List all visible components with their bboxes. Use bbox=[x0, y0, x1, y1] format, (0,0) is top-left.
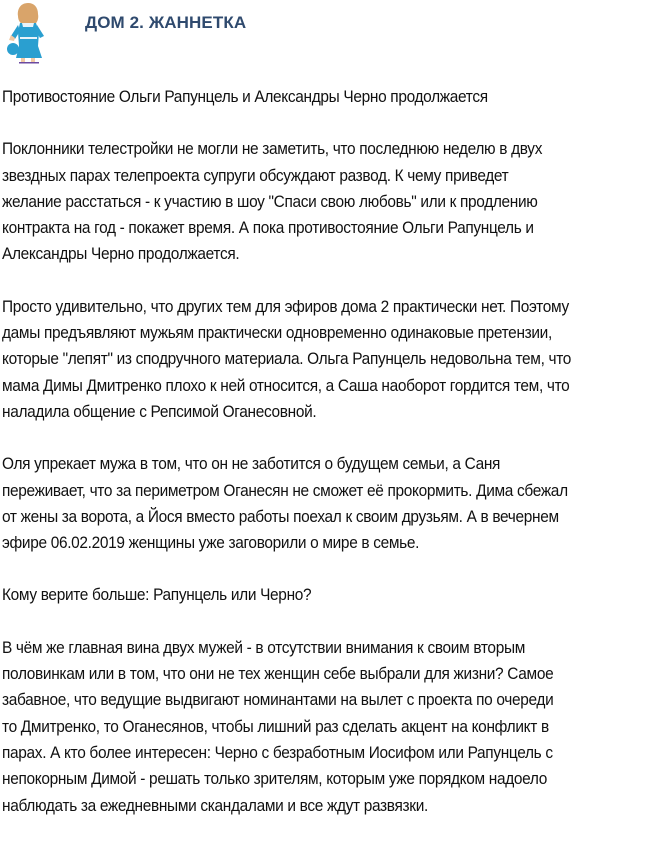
paragraph-1 bbox=[2, 136, 668, 267]
text-line: наладила общение с Репсимой Оганесовной. bbox=[2, 401, 317, 421]
text-line: Поклонники телестройки не могли не заметить, что последнюю неделю в двух bbox=[2, 139, 543, 159]
channel-header bbox=[0, 0, 670, 66]
text-line: Оля упрекает мужа в том, что он не заботится о будущем семьи, а Саня bbox=[2, 454, 501, 474]
text-line: мама Димы Дмитренко плохо к ней относится, а Саша наоборот гордится тем, что bbox=[2, 375, 570, 395]
text-line: контракта на год - покажет время. А пока противостояние Ольги Рапунцель и bbox=[2, 218, 534, 238]
text-line: половинкам или в том, что они не тех женщин себе выбрали для жизни? Самое bbox=[2, 664, 554, 684]
text-line: парах. А кто более интересен: Черно с безработным Иосифом или Рапунцель с bbox=[2, 742, 553, 762]
text-line: от жены за ворота, а Йося вместо работы поехал к своим друзьям. А в вечернем bbox=[2, 506, 559, 526]
text-line: Кому верите больше: Рапунцель или Черно? bbox=[2, 585, 312, 605]
channel-title[interactable]: ДОМ 2. ЖАННЕТКА bbox=[85, 13, 247, 32]
girl-in-blue-dress-avatar-icon bbox=[6, 2, 50, 64]
text-line: дамы предъявляют мужьям практически одновременно одинаковые претензии, bbox=[2, 323, 552, 343]
paragraph-3 bbox=[2, 451, 668, 556]
text-line: Александры Черно продолжается. bbox=[2, 244, 240, 264]
text-line: эфире 06.02.2019 женщины уже заговорили о мире в семье. bbox=[2, 533, 420, 553]
text-line: то Дмитренко, то Оганесянов, чтобы лишний раз сделать акцент на конфликт в bbox=[2, 716, 549, 736]
channel-avatar[interactable] bbox=[6, 2, 50, 64]
paragraph-2 bbox=[2, 294, 668, 425]
text-line: которые "лепят" из сподручного материала. Ольга Рапунцель недовольна тем, что bbox=[2, 349, 572, 369]
text-line: В чём же главная вина двух мужей - в отсутствии внимания к своим вторым bbox=[2, 637, 526, 657]
text-line: непокорным Димой - решать только зрителям, которым уже порядком надоело bbox=[2, 769, 548, 789]
text-line: переживает, что за периметром Оганесян не сможет её прокормить. Дима сбежал bbox=[2, 480, 568, 500]
paragraph-5 bbox=[2, 635, 668, 819]
text-line: желание расстаться - к участию в шоу "Спаси свою любовь" или к продлению bbox=[2, 191, 538, 211]
article-headline bbox=[2, 84, 668, 110]
text-line: Просто удивительно, что других тем для эфиров дома 2 практически нет. Поэтому bbox=[2, 296, 569, 316]
headline-text: Противостояние Ольги Рапунцель и Александры Черно продолжается bbox=[2, 87, 488, 106]
paragraph-question bbox=[2, 582, 668, 608]
text-line: звездных парах телепроекта супруги обсуждают развод. К чему приведет bbox=[2, 165, 509, 185]
text-line: забавное, что ведущие выдвигают номинантами на вылет с проекта по очереди bbox=[2, 690, 554, 710]
text-line: наблюдать за ежедневными скандалами и все ждут развязки. bbox=[2, 795, 428, 815]
article-body bbox=[2, 84, 668, 845]
